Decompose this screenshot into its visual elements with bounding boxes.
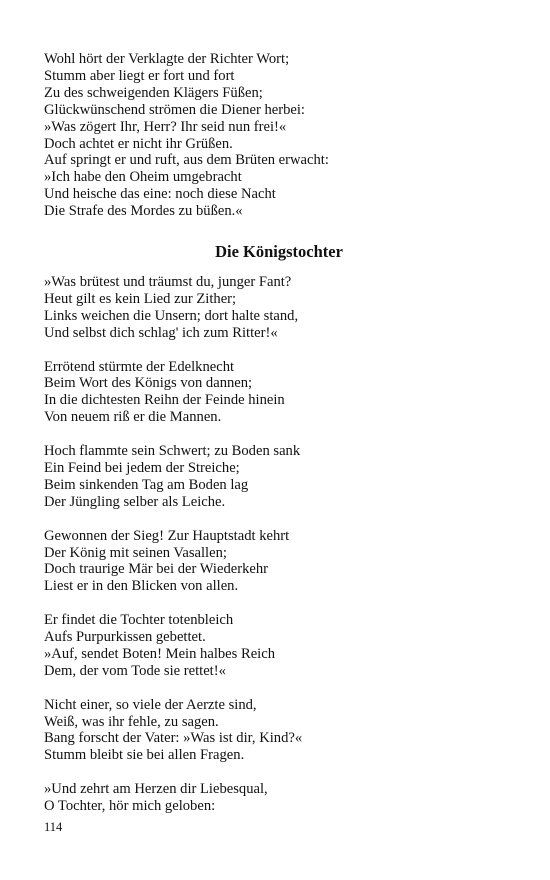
verse-line: Doch traurige Mär bei der Wiederkehr	[44, 561, 269, 578]
stanza-2	[44, 359, 514, 427]
stanza-1	[44, 274, 514, 342]
verse-line: O Tochter, hör mich geloben:	[44, 798, 216, 815]
stanza-gap	[44, 595, 514, 612]
verse-line: Gewonnen der Sieg! Zur Hauptstadt kehrt	[44, 527, 290, 544]
stanza-5	[44, 612, 514, 680]
verse-line: Nicht einer, so viele der Aerzte sind,	[44, 696, 257, 713]
stanza-gap	[44, 426, 514, 443]
verse-line: Ein Feind bei jedem der Streiche;	[44, 460, 240, 476]
verse-line: Stumm bleibt sie bei allen Fragen.	[44, 747, 245, 764]
poem-title: Die Königstochter	[215, 242, 343, 262]
verse-line: »Ich habe den Oheim umgebracht	[44, 169, 242, 186]
page-number: 114	[44, 820, 63, 834]
verse-line: Liest er in den Blicken von allen.	[44, 578, 239, 595]
verse-line: Dem, der vom Tode sie rettet!«	[44, 662, 226, 679]
verse-line: Wohl hört der Verklagte der Richter Wort;	[44, 51, 290, 67]
stanza-6	[44, 697, 514, 765]
verse-line: Doch achtet er nicht ihr Grüßen.	[44, 135, 233, 152]
verse-line: »Was zögert Ihr, Herr? Ihr seid nun frei!«	[44, 118, 287, 135]
verse-line: »Auf, sendet Boten! Mein halbes Reich	[44, 645, 276, 662]
stanza-gap	[44, 680, 514, 697]
verse-line: Weiß, was ihr fehle, zu sagen.	[44, 713, 219, 730]
verse-line: In die dichtesten Reihn der Feinde hinein	[44, 392, 285, 409]
verse-line: Heut gilt es kein Lied zur Zither;	[44, 290, 237, 307]
verse-line: »Was brütest und träumst du, junger Fant?	[44, 274, 292, 291]
stanza-gap	[44, 342, 514, 359]
verse-line: Hoch flammte sein Schwert; zu Boden sank	[44, 443, 301, 460]
page-content	[44, 51, 514, 815]
stanza-3	[44, 443, 514, 511]
verse-line: Die Strafe des Mordes zu büßen.«	[44, 203, 243, 220]
verse-line: Er findet die Tochter totenbleich	[44, 612, 234, 629]
verse-line: Von neuem riß er die Mannen.	[44, 409, 222, 426]
verse-line: Stumm aber liegt er fort und fort	[44, 67, 235, 84]
verse-line: Links weichen die Unsern; dort halte stand,	[44, 307, 299, 324]
verse-line: Auf springt er und ruft, aus dem Brüten erwacht:	[44, 152, 329, 169]
verse-line: Der König mit seinen Vasallen;	[44, 544, 227, 561]
verse-line: Beim Wort des Königs von dannen;	[44, 375, 253, 392]
verse-line: Bang forscht der Vater: »Was ist dir, Kind?«	[44, 730, 303, 747]
verse-line: Zu des schweigenden Klägers Füßen;	[44, 84, 263, 101]
verse-line: Errötend stürmte der Edelknecht	[44, 358, 235, 375]
stanza-4	[44, 528, 514, 596]
verse-line: »Und zehrt am Herzen dir Liebesqual,	[44, 781, 268, 798]
intro-stanza	[44, 51, 514, 220]
stanza-7	[44, 781, 514, 815]
stanza-gap	[44, 511, 514, 528]
verse-line: Aufs Purpurkissen gebettet.	[44, 629, 206, 646]
verse-line: Beim sinkenden Tag am Boden lag	[44, 476, 249, 493]
verse-line: Und selbst dich schlag' ich zum Ritter!«	[44, 324, 278, 341]
verse-line: Glückwünschend strömen die Diener herbei:	[44, 101, 305, 118]
verse-line: Der Jüngling selber als Leiche.	[44, 493, 226, 510]
verse-line: Und heische das eine: noch diese Nacht	[44, 186, 276, 203]
stanza-gap	[44, 764, 514, 781]
